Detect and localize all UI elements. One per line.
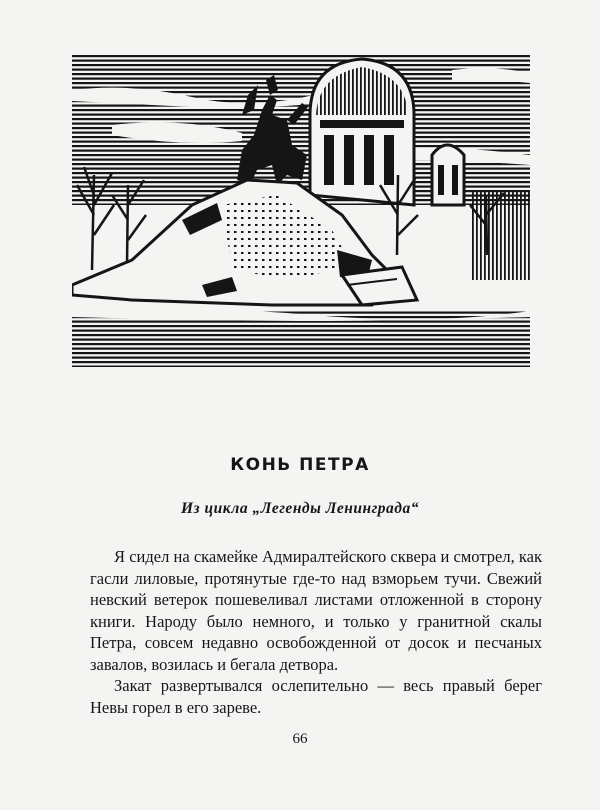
page-number: 66 [292, 731, 308, 747]
story-subtitle: Из цикла „Легенды Ленинграда“ [180, 500, 419, 517]
story-title: КОНЬ ПЕТРА [230, 455, 370, 475]
paragraph: Закат развертывался ослепительно — весь правый берег Невы горел в его зареве. [90, 676, 542, 717]
story-body [90, 546, 542, 718]
paragraph: Я сидел на скамейке Адмиралтейского сквера и смотрел, как гасли лиловые, протянутые где-то над взморьем тучи. Свежий невский ветерок пошевеливал листами отложенной в сторону книги. Народу было немного, и только у гранитной скалы Петра, совсем недавно освобожденной от досок и песчаных завалов, возилась и бегала детвора. [90, 547, 542, 674]
bronze-horseman-illustration [72, 55, 530, 367]
